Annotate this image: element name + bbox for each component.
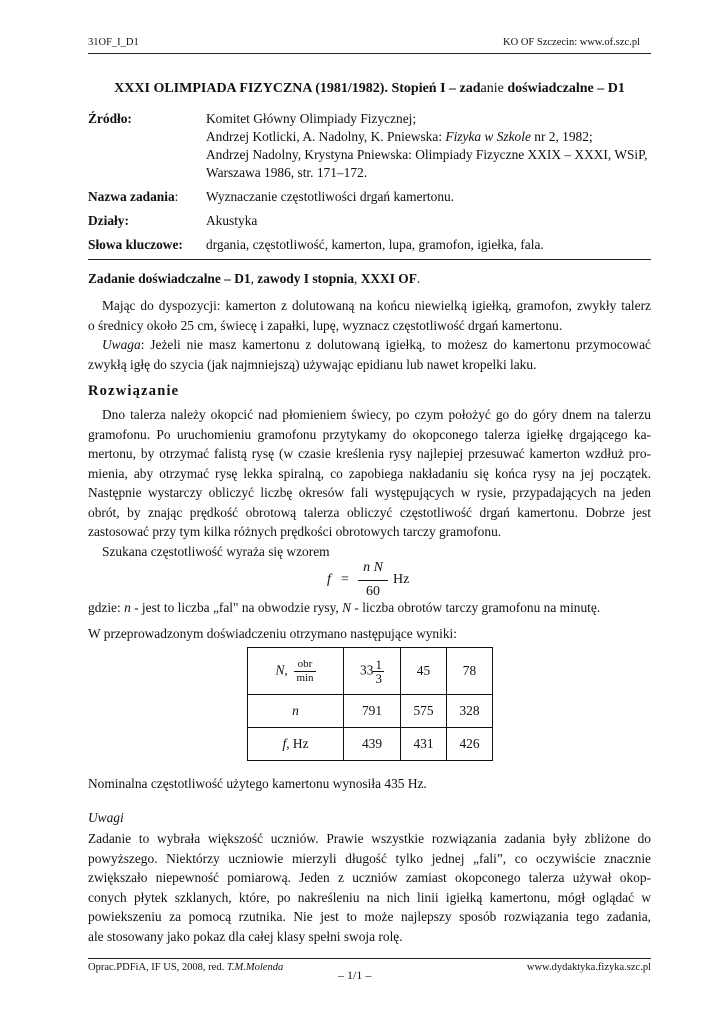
where-N: N [342, 600, 352, 615]
header-left: 31OF_I_D1 [88, 37, 139, 48]
mixed-whole: 33 [360, 662, 374, 678]
table-row [248, 648, 493, 695]
unit-fraction [294, 658, 315, 685]
source-line: Warszawa 1986, str. 171–172. [206, 165, 368, 180]
task-heading-round: zawody I stopnia [257, 271, 355, 286]
formula-intro-line: Szukana częstotliwość wyraża się wzorem [102, 544, 330, 559]
label-comma: , [284, 662, 288, 678]
title-anie: anie [480, 81, 508, 96]
formula-intro [88, 542, 651, 562]
formula-denominator: 60 [366, 584, 380, 599]
nominal-text: Nominalna częstotliwość użytego kamertonu wynosiła 435 Hz. [88, 776, 427, 791]
remarks-heading [88, 808, 651, 828]
solution-line: gramofonu. Po uruchomieniu gramofonu przytykamy do okopconego talerza igiełkę drgającego ka- [88, 426, 651, 442]
remarks-heading-text: Uwagi [88, 810, 124, 825]
source-journal-issue: nr 2, 1982; [530, 129, 593, 144]
note-paragraph [88, 335, 651, 374]
formula-f: f [327, 572, 331, 587]
table-cell: 439 [344, 728, 401, 761]
meta-rule [88, 259, 651, 260]
note-line [88, 335, 651, 355]
solution-line: zastosować przy tym kilka różnych prędkości obrotowych tarczy gramofonu. [88, 524, 502, 539]
source-line: Andrzej Nadolny, Krystyna Pniewska: Olimpiady Fizyczne XXIX – XXXI, WSiP, [206, 147, 648, 162]
source-journal: Fizyka w Szkole [445, 129, 531, 144]
page-title [88, 80, 651, 98]
remarks-line: ale stosowany jako pokaz dla całej klasy spełni swoja rolę. [88, 928, 403, 944]
footer-left-text: Oprac.PDFiA, IF US, 2008, red. [88, 962, 227, 973]
page-number: – 1/1 – [338, 968, 372, 982]
note-line: zwykłą igłę do szycia (jak najmniejszą) używając epidianu lub nawet kropelki laku. [88, 356, 537, 372]
remarks-line: powiekszeniu za pomocą rzutnika. Nie jest to może najlepszy sposób rozwiązania tego zadania, [88, 909, 651, 924]
solution-heading: Rozwiązanie [88, 383, 180, 399]
task-heading [88, 269, 651, 289]
keywords-value: drgania, częstotliwość, kamerton, lupa, gramofon, igiełka, fala. [206, 237, 544, 252]
remarks-text [88, 829, 651, 946]
formula-equals: = [341, 572, 349, 587]
table-cell-header-f [248, 728, 344, 761]
source-authors: Andrzej Kotlicki, A. Nadolny, K. Pniewska: [206, 129, 446, 144]
remarks-line: conych płytek szklanych, które, po nakreśleniu na nich linii igiełką kamertonu, mógł oglądać w [88, 889, 651, 905]
mixed-numerator: 1 [375, 656, 382, 672]
where-n: n [124, 600, 131, 615]
table-row [248, 728, 493, 761]
source-line [206, 128, 651, 146]
mixed-fraction [373, 658, 384, 685]
solution-line: Następnie wystarczy obliczyć liczbę okresów fali występujących w rysie, przypadających na jeden [88, 485, 651, 500]
note-label: Uwaga [102, 337, 141, 352]
title-olympiad: XXXI OLIMPIADA FIZYCZNA (1981/1982) [114, 81, 385, 96]
where-text [88, 598, 651, 618]
branch-label: Działy: [88, 213, 129, 228]
title-stage: . Stopień I – zad [384, 81, 481, 96]
source-line: Komitet Główny Olimpiady Fizycznej; [206, 111, 417, 126]
remarks-line: Zadanie to wybrała większość uczniów. Prawie wszystkie rozwiązania zadania były zbliżone do [88, 831, 651, 846]
source-block [88, 110, 651, 182]
task-heading-title: Zadanie doświadczalne – D1 [88, 271, 251, 286]
solution-line: obrót, by znając prędkość obrotową talerza obliczyć częstotliwość drgań kamertonu. Dobrze jest [88, 504, 651, 520]
task-text-line: Mając do dyspozycji: kamerton z dolutowaną na końcu niewielką igiełką, gramofon, zwykły talerz [102, 298, 651, 313]
solution-line: Dno talerza należy okopcić nad płomieniem świecy, po czym położyć go do góry dnem na talerzu [102, 407, 651, 422]
remarks-heading-line [88, 808, 651, 828]
task-heading-sep2: , [354, 271, 361, 286]
solution-line: mertonu, by otrzymać falistą rysę (w czasie kreślenia rysy najlepiej przesuwać kamerton wzdłuż pro- [88, 446, 651, 461]
where-c: - liczba obrotów tarczy gramofonu na minutę. [351, 600, 601, 615]
results-intro-text: W przeprowadzonym doświadczeniu otrzymano następujące wyniki: [88, 626, 457, 641]
formula-fraction-bar [358, 580, 388, 581]
frequency-formula [327, 560, 437, 600]
page-header [88, 36, 640, 50]
footer-right: www.dydaktyka.fizyka.szc.pl [526, 962, 651, 973]
footer-rule [88, 958, 651, 959]
title-experiment: doświadczalne – D1 [507, 81, 625, 96]
solution-line: mienia, aby otrzymać rysę lekka spiralną, co zapobiega nakładaniu się końca rysy na jej początek. [88, 465, 651, 481]
table-cell-header-n: n [248, 695, 344, 728]
source-value [206, 110, 651, 182]
solution-text [88, 405, 651, 542]
branch-value: Akustyka [206, 213, 258, 228]
table-cell: 426 [447, 728, 493, 761]
table-cell: 575 [401, 695, 447, 728]
header-rule [88, 53, 651, 54]
nominal-frequency [88, 774, 651, 794]
header-right: KO OF Szczecin: www.of.szc.pl [503, 37, 640, 48]
task-text [88, 296, 651, 335]
table-cell: 791 [344, 695, 401, 728]
formula-unit: Hz [393, 572, 410, 587]
formula-numerator: n N [363, 560, 383, 575]
where-line [88, 598, 651, 618]
table-cell [344, 648, 401, 695]
where-b: - jest to liczba „fal" na obwodzie rysy, [130, 600, 343, 615]
footer-left [88, 962, 283, 973]
where-a: gdzie: [88, 600, 125, 615]
task-name-label [88, 188, 178, 206]
note-text: : Jeżeli nie masz kamertonu z dolutowaną igiełką, to możesz do kamertonu przymocować [140, 337, 651, 352]
results-intro [88, 624, 651, 644]
table-row [248, 695, 493, 728]
remarks-line: powyższego. Niektórzy uczniowie mierzyli długość tylko jednej „fali”, co oczywiście znacznie [88, 850, 651, 866]
label-f: f [282, 736, 287, 751]
footer-editor: T.M.Molenda [226, 962, 284, 973]
table-cell: 78 [447, 648, 493, 695]
table-cell-header-N [248, 648, 344, 695]
task-text-line: o średnicy około 25 cm, świecę i zapałki, lupę, wyznacz częstotliwość drgań kamertonu. [88, 317, 563, 333]
source-label: Źródło: [88, 111, 132, 126]
task-heading-sep: , [250, 271, 258, 286]
label-N: N [275, 662, 285, 678]
unit-denominator: min [296, 671, 314, 684]
task-name-label-text: Nazwa zadania [88, 189, 175, 204]
task-heading-dot: . [416, 271, 421, 286]
label-hz: , Hz [286, 736, 309, 751]
results-table [247, 647, 493, 761]
table-cell: 328 [447, 695, 493, 728]
task-heading-edition: XXXI OF [360, 271, 417, 286]
task-name-value: Wyznaczanie częstotliwości drgań kamertonu. [206, 189, 455, 204]
table-cell: 431 [401, 728, 447, 761]
remarks-line: zwiększało niepewność pomiarową. Jeden z uczniów zamiast okopconego talerza używał okop- [88, 870, 651, 885]
mixed-denominator: 3 [375, 670, 382, 686]
unit-numerator: obr [294, 658, 315, 672]
keywords-label: Słowa kluczowe: [88, 237, 183, 252]
table-cell: 45 [401, 648, 447, 695]
task-name-colon: : [174, 189, 179, 204]
